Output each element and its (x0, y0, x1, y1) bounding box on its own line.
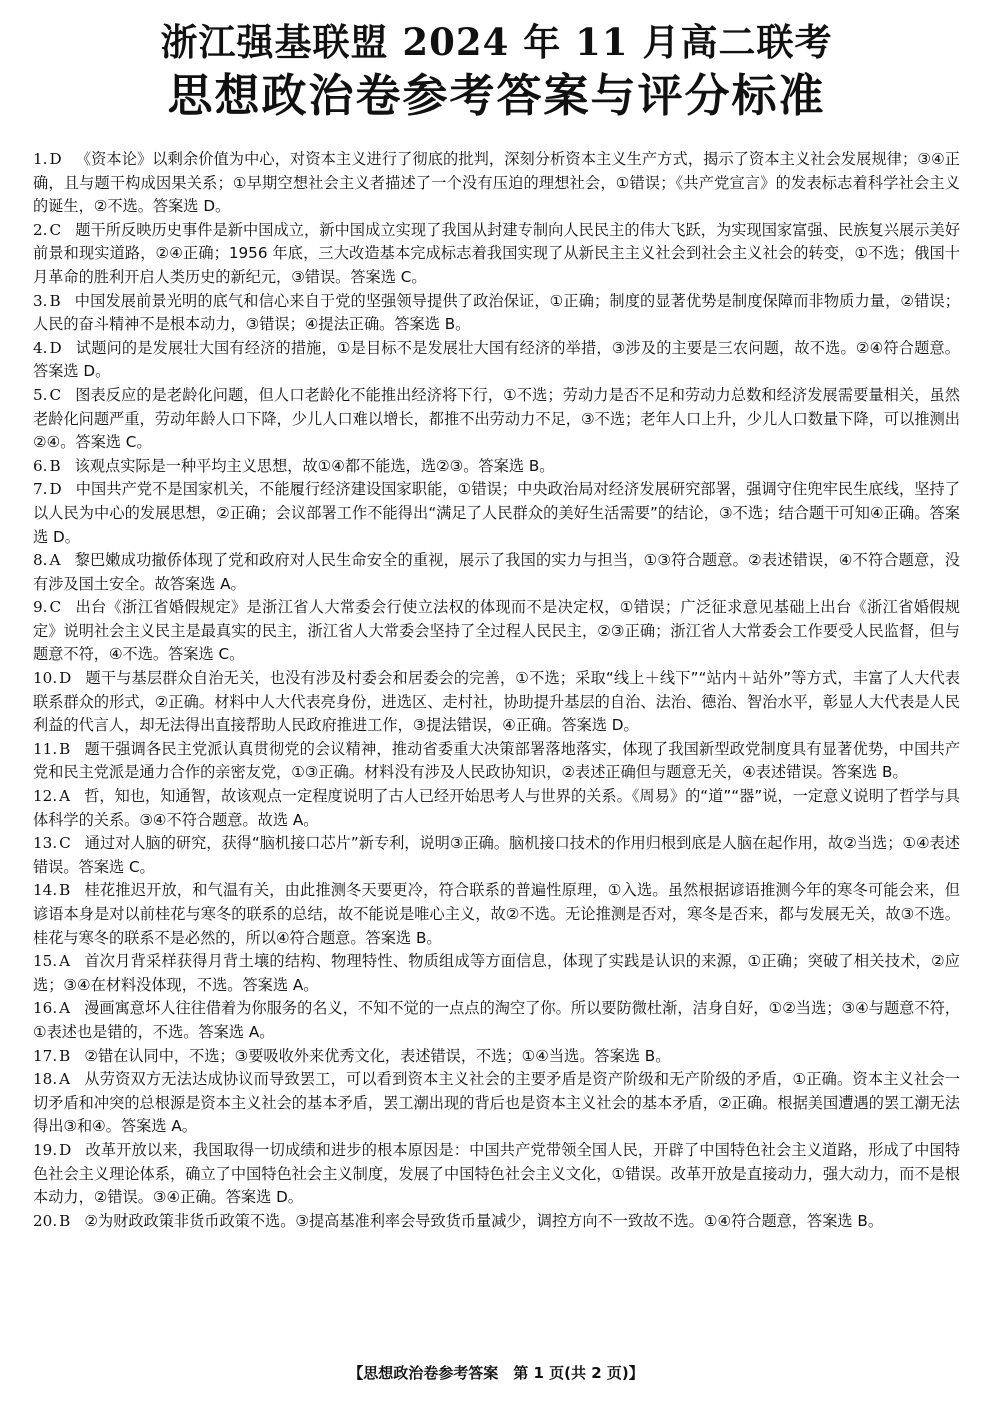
question-number: 2. (33, 220, 48, 239)
answer-explanation: 图表反应的是老龄化问题，但人口老龄化不能推出经济将下行，①不选；劳动力是否不足和劳动力总数和经济发展需要量相关，虽然老龄化问题严重，劳动年龄人口下降，少儿人口难以增长，都推不出劳动力不足，③不选；老年人口上升，少儿人口数量下降，可以推测出②④。答案选 C。 (33, 385, 960, 452)
answer-choice: A (59, 999, 71, 1018)
answer-explanation: 桂花推迟开放，和气温有关，由此推测冬天要更冷，符合联系的普遍性原理，①入选。虽然根据谚语推测今年的寒冬可能会来，但谚语本身是对以前桂花与寒冬的联系的总结，故不能说是唯心主义，故②不选。无论推测是否对，寒冬是否来，都与发展无关，故③不选。桂花与寒冬的联系不是必然的，所以④符合题意。答案选 B。 (33, 881, 960, 947)
answer-item (33, 1139, 960, 1210)
answer-choice: A (49, 551, 61, 570)
question-number: 15. (33, 952, 58, 971)
question-number: 17. (33, 1046, 58, 1065)
answer-choice: C (49, 598, 62, 617)
answer-choice: B (59, 881, 71, 900)
answer-explanation: 题干所反映历史事件是新中国成立，新中国成立实现了我国从封建专制向人民民主的伟大飞跃，为实现国家富强、民族复兴展示美好前景和现实道路，②④正确；1956 年底，三大改造基本完成标志着我国实现了从新民主主义社会到社会主义社会的转变，①不选；俄国十月革命的胜利开启人类历史的新纪元，③错误。答案选 C。 (33, 220, 960, 286)
answer-choice: B (49, 456, 61, 475)
answer-item (33, 596, 960, 667)
question-number: 5. (33, 385, 48, 404)
question-number: 19. (33, 1140, 58, 1159)
answer-choice: D (59, 1140, 72, 1159)
answer-item (33, 1210, 960, 1234)
answer-item (33, 997, 960, 1044)
answer-explanation: 该观点实际是一种平均主义思想，故①④都不能选，选②③。答案选 B。 (74, 456, 555, 475)
answer-item (33, 219, 960, 290)
answer-item (33, 478, 960, 549)
question-number: 7. (33, 480, 48, 499)
document-title: 思想政治卷参考答案与评分标准 (167, 69, 826, 122)
answer-item (33, 337, 960, 384)
answer-choice: D (59, 669, 72, 688)
answer-choice: C (49, 220, 62, 239)
answer-item (33, 1045, 960, 1069)
question-number: 20. (33, 1211, 58, 1230)
question-number: 3. (33, 291, 48, 310)
answer-explanation: 黎巴嫩成功撤侨体现了党和政府对人民生命安全的重视，展示了我国的实力与担当，①③符合题意。②表述错误，④不符合题意，没有涉及国土安全。故答案选 A。 (33, 551, 960, 593)
answer-choice: C (59, 834, 71, 853)
answer-choice: B (49, 291, 61, 310)
answer-choice: B (59, 1211, 71, 1230)
question-number: 1. (33, 150, 48, 168)
answer-item (33, 738, 960, 785)
answer-explanation: 题干与基层群众自治无关，也没有涉及村委会和居委会的完善，①不选；采取“线上＋线下”“站内＋站外”等方式，丰富了人大代表联系群众的形式，②正确。材料中人大代表亮身份，进选区、走村社，协助提升基层的自治、法治、德治、智治水平，彰显人大代表是人民利益的代言人，却无法得出直接帮助人民政府推进工作，③提法错误，④正确。答案选 D。 (33, 669, 960, 735)
answer-explanation: 漫画寓意坏人往往借着为你服务的名义，不知不觉的一点点的淘空了你。所以要防微杜渐，洁身自好，①②当选；③④与题意不符，①表述也是错的，不选。答案选 A。 (33, 999, 960, 1041)
question-number: 9. (33, 598, 48, 617)
answer-explanation: 《资本论》以剩余价值为中心，对资本主义进行了彻底的批判，深刻分析资本主义生产方式，揭示了资本主义社会发展规律；③④正确，且与题干构成因果关系；①早期空想社会主义者描述了一个没有压迫的理想社会，①错误；《共产党宣言》的发表标志着科学社会主义的诞生，②不选。答案选 D。 (33, 150, 960, 216)
answer-explanation: 哲，知也，知通智，故该观点一定程度说明了古人已经开始思考人与世界的关系。《周易》的“道”“器”说，一定意义说明了哲学与具体科学的关系。③④不符合题意。故选 A。 (33, 787, 960, 829)
question-number: 6. (33, 456, 48, 475)
answer-list (33, 148, 960, 1233)
answer-item (33, 455, 960, 479)
answer-explanation: 中国共产党不是国家机关，不能履行经济建设国家职能，①错误；中央政治局对经济发展研究部署，强调守住兜牢民生底线，坚持了以人民为中心的发展思想，②正确；会议部署工作不能得出“满足了人民群众的美好生活需要”的结论，③不选；结合题干可知④正确。答案选 D。 (33, 480, 960, 546)
answer-item (33, 148, 960, 219)
exam-title: 浙江强基联盟 2024 年 11 月高二联考 (160, 20, 833, 64)
answer-explanation: 通过对人脑的研究，获得“脑机接口芯片”新专利，说明③正确。脑机接口技术的作用归根到底是人脑在起作用，故②当选；①④表述错误。答案选 C。 (33, 834, 960, 876)
answer-explanation: 试题问的是发展壮大国有经济的措施，①是目标不是发展壮大国有经济的举措，③涉及的主要是三农问题，故不选。②④符合题意。答案选 D。 (33, 338, 960, 381)
answer-choice: C (49, 385, 62, 404)
answer-explanation: 出台《浙江省婚假规定》是浙江省人大常委会行使立法权的体现而不是决定权，①错误；广泛征求意见基础上出台《浙江省婚假规定》说明社会主义民主是最真实的民主，浙江省人大常委会坚持了全过程人民民主，②③正确；浙江省人大常委会工作要受人民监督，但与题意不符，④不选。答案选 C。 (33, 598, 960, 664)
question-number: 11. (33, 739, 58, 758)
answer-choice: A (59, 1070, 71, 1089)
question-number: 18. (33, 1070, 58, 1089)
answer-item (33, 1068, 960, 1139)
question-number: 10. (33, 669, 58, 688)
question-number: 12. (33, 787, 58, 806)
question-number: 16. (33, 999, 58, 1018)
answer-explanation: 首次月背采样获得月背土壤的结构、物理特性、物质组成等方面信息，体现了实践是认识的来源，①正确；突破了相关技术，②应选；③④在材料没体现，不选。答案选 A。 (33, 952, 960, 994)
answer-item (33, 290, 960, 337)
answer-choice: B (59, 739, 71, 758)
answer-item (33, 785, 960, 832)
answer-choice: A (59, 952, 71, 971)
answer-choice: D (49, 150, 62, 168)
answer-item (33, 549, 960, 596)
page-footer: 【思想政治卷参考答案 第 1 页(共 2 页)】 (348, 1364, 644, 1382)
answer-choice: A (59, 787, 71, 806)
answer-item (33, 879, 960, 950)
answer-choice: B (59, 1046, 71, 1065)
answer-item (33, 667, 960, 738)
answer-explanation: ②错在认同中，不选；③要吸收外来优秀文化，表述错误，不选；①④当选。答案选 B。 (84, 1046, 671, 1065)
answer-explanation: 改革开放以来，我国取得一切成绩和进步的根本原因是：中国共产党带领全国人民，开辟了中国特色社会主义道路，形成了中国特色社会主义理论体系，确立了中国特色社会主义制度，发展了中国特色社会主义文化，①错误。改革开放是直接动力，强大动力，而不是根本动力，②错误。③④正确。答案选 D。 (33, 1140, 960, 1207)
answer-explanation: ②为财政政策非货币政策不选。③提高基准利率会导致货币量减少，调控方向不一致故不选。①④符合题意，答案选 B。 (84, 1211, 884, 1230)
answer-item (33, 384, 960, 455)
question-number: 13. (33, 834, 58, 853)
question-number: 14. (33, 881, 58, 900)
answer-choice: D (49, 480, 62, 499)
answer-item (33, 950, 960, 997)
answer-item (33, 832, 960, 879)
answer-explanation: 从劳资双方无法达成协议而导致罢工，可以看到资本主义社会的主要矛盾是资产阶级和无产阶级的矛盾，①正确。资本主义社会一切矛盾和冲突的总根源是资本主义社会的基本矛盾，罢工潮出现的背后也是资本主义社会的基本矛盾，②正确。根据美国遭遇的罢工潮无法得出③和④。答案选 A。 (33, 1070, 960, 1136)
answer-explanation: 中国发展前景光明的底气和信心来自于党的坚强领导提供了政治保证，①正确；制度的显著优势是制度保障而非物质力量，②错误；人民的奋斗精神不是根本动力，③错误；④提法正确。答案选 B。 (33, 291, 960, 334)
question-number: 8. (33, 551, 48, 570)
answer-choice: D (49, 338, 62, 357)
answer-explanation: 题干强调各民主党派认真贯彻党的会议精神，推动省委重大决策部署落地落实，体现了我国新型政党制度具有显著优势，中国共产党和民主党派是通力合作的亲密友党，①③正确。材料没有涉及人民政协知识，②表述正确但与题意无关，④表述错误。答案选 B。 (33, 739, 960, 782)
question-number: 4. (33, 338, 48, 357)
